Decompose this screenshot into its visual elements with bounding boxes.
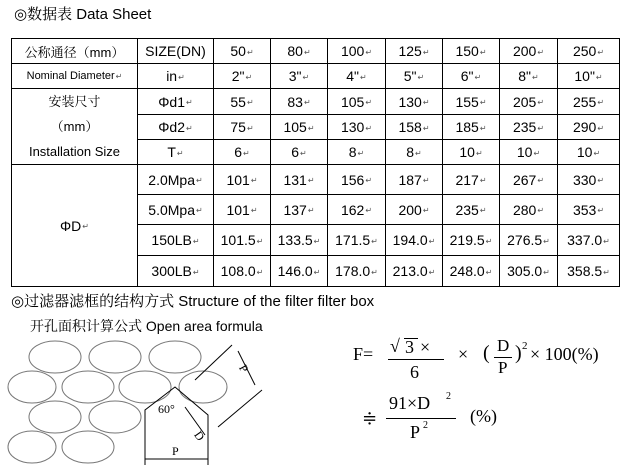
value-cell: 235↵ [443, 195, 500, 225]
param-cell: 2.0Mpa↵ [138, 165, 214, 195]
value-cell: 108.0↵ [214, 256, 271, 287]
sqrt-symbol: √ [390, 336, 400, 356]
value-cell: 358.5↵ [558, 256, 620, 287]
value-cell: 194.0↵ [386, 225, 443, 256]
value-cell: 155↵ [443, 89, 500, 115]
hole-circle [8, 431, 56, 463]
param-cell: 300LB↵ [138, 256, 214, 287]
value-cell: 101↵ [214, 195, 271, 225]
data-sheet-table [11, 38, 620, 287]
value-cell: 3"↵ [271, 64, 328, 89]
hole-circle [29, 341, 81, 373]
value-cell: 290↵ [558, 115, 620, 140]
value-cell: 353↵ [558, 195, 620, 225]
value-cell: 4"↵ [328, 64, 386, 89]
value-cell: 8"↵ [500, 64, 558, 89]
param-cell: in↵ [138, 64, 214, 89]
value-cell: 178.0↵ [328, 256, 386, 287]
param-cell: Φd1↵ [138, 89, 214, 115]
value-cell: 83↵ [271, 89, 328, 115]
dimension-line [195, 345, 232, 380]
hole-pattern-diagram [0, 335, 290, 476]
hole-circle [149, 341, 201, 373]
heading-structure: ◎过滤器滤框的结构方式 Structure of the filter filter box [11, 293, 375, 310]
value-cell: 187↵ [386, 165, 443, 195]
value-cell: 101↵ [214, 165, 271, 195]
pitch-label: P [172, 444, 179, 458]
param-cell: 150LB↵ [138, 225, 214, 256]
value-cell: 250↵ [558, 39, 620, 64]
value-cell: 75↵ [214, 115, 271, 140]
fraction-bar [388, 359, 444, 360]
hole-circle [62, 371, 114, 403]
value-cell: 217↵ [443, 165, 500, 195]
value-cell: 10↵ [500, 140, 558, 165]
value-cell: 162↵ [328, 195, 386, 225]
value-cell: 213.0↵ [386, 256, 443, 287]
heading-data-sheet: ◎数据表 Data Sheet [14, 6, 152, 23]
value-cell: 276.5↵ [500, 225, 558, 256]
value-cell: 133.5↵ [271, 225, 328, 256]
table-row [12, 165, 620, 195]
value-cell: 8↵ [328, 140, 386, 165]
nominal-diameter-en-label: Nominal Diameter↵ [12, 64, 138, 89]
value-cell: 235↵ [500, 115, 558, 140]
value-cell: 185↵ [443, 115, 500, 140]
value-cell: 130↵ [386, 89, 443, 115]
hole-circle [29, 401, 81, 433]
hole-circle [89, 401, 141, 433]
value-cell: 200↵ [386, 195, 443, 225]
value-cell: 8↵ [386, 140, 443, 165]
value-cell: 280↵ [500, 195, 558, 225]
value-cell: 255↵ [558, 89, 620, 115]
value-cell: 158↵ [386, 115, 443, 140]
value-cell: 100↵ [328, 39, 386, 64]
dimension-line [218, 390, 262, 427]
value-cell: 219.5↵ [443, 225, 500, 256]
value-cell: 156↵ [328, 165, 386, 195]
value-cell: 131↵ [271, 165, 328, 195]
value-cell: 105↵ [328, 89, 386, 115]
hole-circle [62, 431, 114, 463]
value-cell: 6↵ [271, 140, 328, 165]
table-row [12, 64, 620, 89]
hole-circle [8, 371, 56, 403]
value-cell: 6"↵ [443, 64, 500, 89]
nominal-diameter-cn-label: 公称通径（mm） [12, 39, 138, 64]
diameter-label: D [191, 428, 208, 444]
value-cell: 10↵ [443, 140, 500, 165]
value-cell: 6↵ [214, 140, 271, 165]
value-cell: 50↵ [214, 39, 271, 64]
table-row [12, 39, 620, 64]
param-cell: 5.0Mpa↵ [138, 195, 214, 225]
value-cell: 330↵ [558, 165, 620, 195]
param-cell: T↵ [138, 140, 214, 165]
value-cell: 5"↵ [386, 64, 443, 89]
value-cell: 200↵ [500, 39, 558, 64]
value-cell: 146.0↵ [271, 256, 328, 287]
value-cell: 248.0↵ [443, 256, 500, 287]
value-cell: 137↵ [271, 195, 328, 225]
hole-circle [89, 341, 141, 373]
pitch-label: P [235, 362, 252, 375]
value-cell: 150↵ [443, 39, 500, 64]
value-cell: 305.0↵ [500, 256, 558, 287]
value-cell: 205↵ [500, 89, 558, 115]
heading-open-area-formula: 开孔面积计算公式 Open area formula [30, 318, 263, 334]
installation-size-label: 安装尺寸 （mm） Installation Size [12, 89, 138, 165]
param-cell: SIZE(DN) [138, 39, 214, 64]
hole-circle [119, 371, 171, 403]
value-cell: 80↵ [271, 39, 328, 64]
fraction-bar [386, 418, 456, 419]
value-cell: 337.0↵ [558, 225, 620, 256]
phi-d-label: ΦD↵ [12, 165, 138, 287]
hole-circle [179, 371, 227, 403]
table-row [12, 89, 620, 115]
value-cell: 101.5↵ [214, 225, 271, 256]
value-cell: 10"↵ [558, 64, 620, 89]
value-cell: 105↵ [271, 115, 328, 140]
value-cell: 130↵ [328, 115, 386, 140]
angle-label: 60° [158, 402, 175, 416]
value-cell: 55↵ [214, 89, 271, 115]
value-cell: 125↵ [386, 39, 443, 64]
value-cell: 171.5↵ [328, 225, 386, 256]
value-cell: 10↵ [558, 140, 620, 165]
value-cell: 2"↵ [214, 64, 271, 89]
param-cell: Φd2↵ [138, 115, 214, 140]
value-cell: 267↵ [500, 165, 558, 195]
